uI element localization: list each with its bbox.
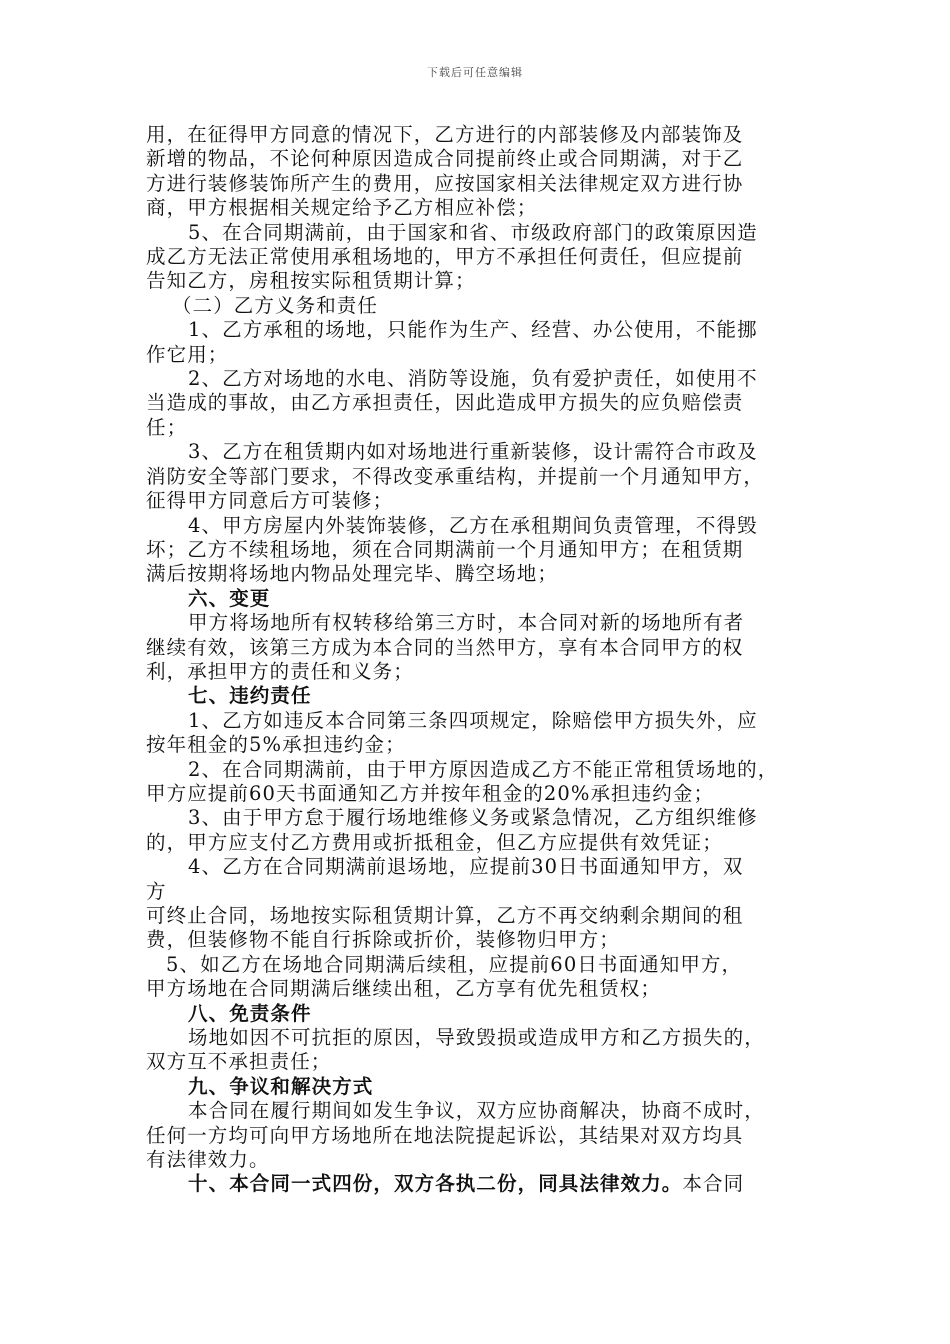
text-line: 满后按期将场地内物品处理完毕、腾空场地； <box>146 562 559 586</box>
final-paragraph-line <box>146 1172 818 1196</box>
text-line: 甲方应提前60天书面通知乙方并按年租金的20%承担违约金； <box>146 781 715 805</box>
text-line: 可终止合同，场地按实际租赁期计算，乙方不再交纳剩余期间的租 <box>146 904 744 927</box>
text-line: 消防安全等部门要求，不得改变承重结构，并提前一个月通知甲方， <box>146 464 765 488</box>
text-line: 5、在合同期满前，由于国家和省、市级政府部门的政策原因造 <box>188 220 758 244</box>
final-line-continuation: 本合同 <box>682 1172 745 1196</box>
section-heading: 八、免责条件 <box>188 1001 312 1025</box>
text-line: 按年租金的5%承担违约金； <box>146 733 406 757</box>
text-line: 当造成的事故，由乙方承担责任，因此造成甲方损失的应负赔偿责 <box>146 391 744 415</box>
text-line: 征得甲方同意后方可装修； <box>146 489 394 513</box>
text-line: 2、在合同期满前，由于甲方原因造成乙方不能正常租赁场地的， <box>188 757 779 781</box>
text-line: 任何一方均可向甲方场地所在地法院提起诉讼，其结果对双方均具 <box>146 1123 744 1147</box>
text-line: 甲方将场地所有权转移给第三方时，本合同对新的场地所有者 <box>188 611 745 635</box>
text-line: 4、甲方房屋内外装饰装修，乙方在承租期间负责管理，不得毁 <box>188 513 758 537</box>
section-heading: 六、变更 <box>188 586 271 610</box>
text-line: 任； <box>146 415 188 439</box>
text-line: 5、如乙方在场地合同期满后续租，应提前60日书面通知甲方， <box>166 952 743 976</box>
section-heading: 九、争议和解决方式 <box>188 1074 374 1098</box>
text-line: （二）乙方义务和责任 <box>172 293 379 317</box>
text-line: 有法律效力。 <box>146 1148 270 1172</box>
text-line: 成乙方无法正常使用承租场地的，甲方不承担任何责任，但应提前 <box>146 245 744 269</box>
text-line: 用，在征得甲方同意的情况下，乙方进行的内部装修及内部装饰及 <box>146 123 744 146</box>
text-line: 1、乙方如违反本合同第三条四项规定，除赔偿甲方损失外，应 <box>188 708 758 732</box>
text-line: 方 <box>146 879 167 903</box>
text-line: 本合同在履行期间如发生争议，双方应协商解决，协商不成时， <box>188 1099 765 1123</box>
text-line: 继续有效，该第三方成为本合同的当然甲方，享有本合同甲方的权 <box>146 635 744 659</box>
text-line: 新增的物品，不论何种原因造成合同提前终止或合同期满，对于乙 <box>146 147 744 171</box>
section-heading: 七、违约责任 <box>188 684 312 708</box>
text-line: 4、乙方在合同期满前退场地，应提前30日书面通知甲方，双 <box>188 855 744 879</box>
text-line: 费，但装修物不能自行拆除或折价，装修物归甲方； <box>146 928 620 952</box>
text-line: 3、由于甲方怠于履行场地维修义务或紧急情况，乙方组织维修 <box>188 806 758 830</box>
text-line: 告知乙方，房租按实际租赁期计算； <box>146 269 476 293</box>
section-heading-ten: 十、本合同一式四份，双方各执二份，同具法律效力。 <box>188 1172 683 1196</box>
text-line: 坏；乙方不续租场地，须在合同期满前一个月通知甲方；在租赁期 <box>146 537 744 561</box>
text-line: 的，甲方应支付乙方费用或折抵租金，但乙方应提供有效凭证； <box>146 830 723 854</box>
text-line: 作它用； <box>146 342 229 366</box>
text-line: 方进行装修装饰所产生的费用，应按国家相关法律规定双方进行协 <box>146 171 744 195</box>
text-line: 2、乙方对场地的水电、消防等设施，负有爱护责任，如使用不 <box>188 367 758 391</box>
text-line: 场地如因不可抗拒的原因，导致毁损或造成甲方和乙方损失的， <box>188 1026 765 1050</box>
text-line: 3、乙方在租赁期内如对场地进行重新装修，设计需符合市政及 <box>188 440 758 464</box>
text-line: 利，承担甲方的责任和义务； <box>146 659 414 683</box>
contract-body <box>146 123 818 1197</box>
page-header: 下载后可任意编辑 <box>427 66 523 79</box>
text-line: 甲方场地在合同期满后继续出租，乙方享有优先租赁权； <box>146 977 662 1001</box>
text-line: 1、乙方承租的场地，只能作为生产、经营、办公使用，不能挪 <box>188 318 758 342</box>
text-line: 双方互不承担责任； <box>146 1050 332 1074</box>
text-line: 商，甲方根据相关规定给予乙方相应补偿； <box>146 196 538 220</box>
